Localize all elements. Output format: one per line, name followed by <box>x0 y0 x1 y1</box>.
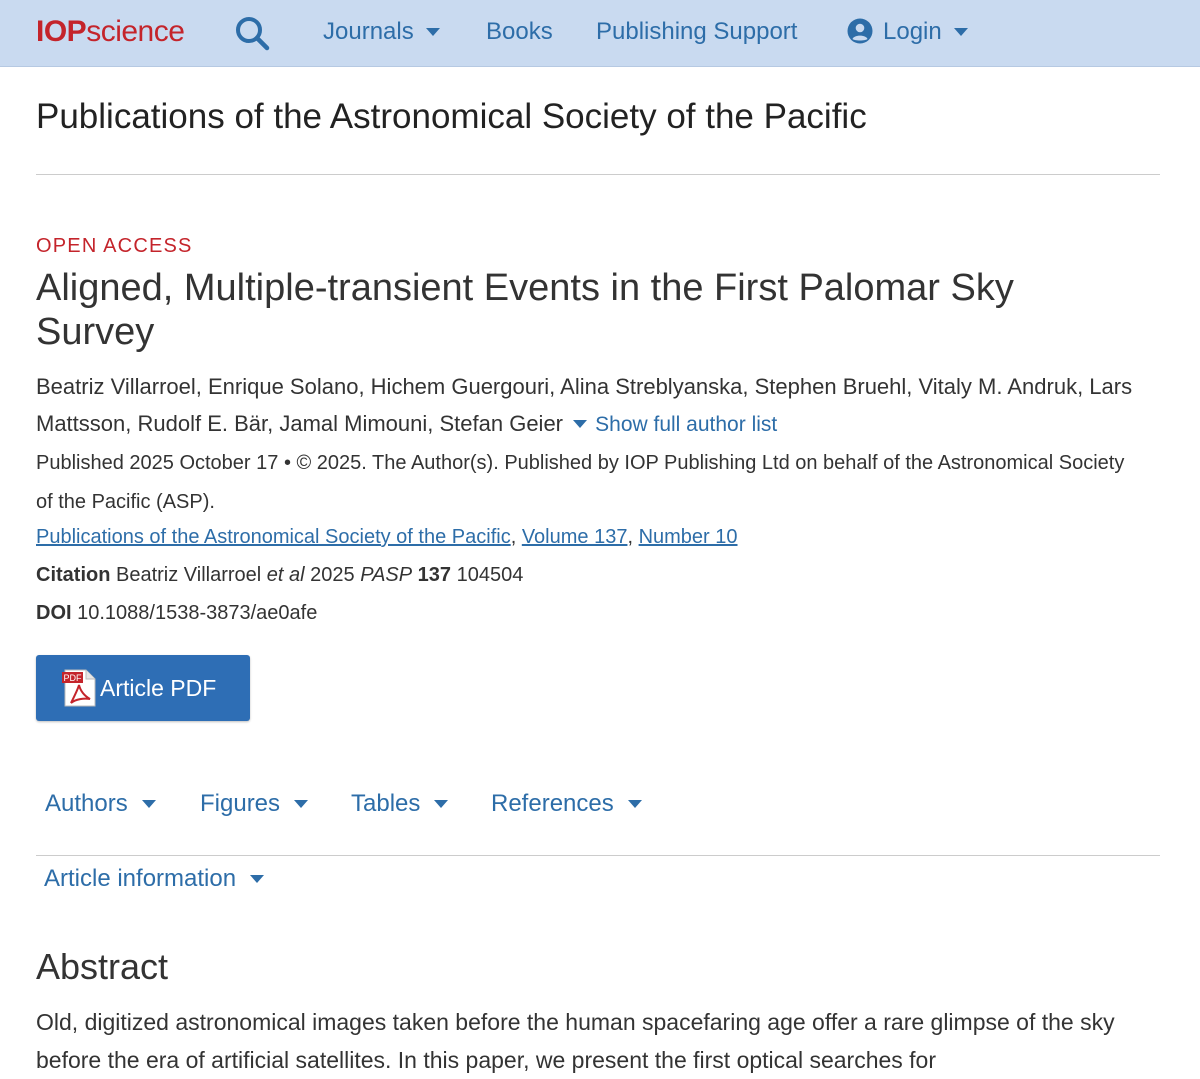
nav-login[interactable] <box>847 16 968 48</box>
tab-article-information-label: Article information <box>44 865 237 892</box>
tab-authors-label: Authors <box>45 790 128 817</box>
show-full-author-list-link[interactable] <box>569 413 777 436</box>
logo-iop-text: IOP <box>36 15 87 48</box>
article-pdf-button[interactable] <box>36 655 250 721</box>
journal-links <box>36 522 738 552</box>
nav-publishing-support[interactable] <box>596 16 797 48</box>
issue-link[interactable]: Number 10 <box>638 526 738 548</box>
journal-link[interactable]: Publications of the Astronomical Society of the Pacific <box>36 526 511 548</box>
doi-label: DOI <box>36 602 72 624</box>
citation <box>36 561 523 589</box>
chevron-down-icon <box>954 28 968 36</box>
tab-authors[interactable] <box>45 788 156 820</box>
pdf-icon-text: PDF <box>63 673 82 683</box>
abstract-heading: Abstract <box>36 946 169 987</box>
divider <box>36 855 1160 856</box>
open-access-label: OPEN ACCESS <box>36 235 193 257</box>
chevron-down-icon <box>628 800 642 808</box>
chevron-down-icon <box>250 875 264 883</box>
chevron-down-icon <box>294 800 308 808</box>
citation-etal: et al <box>266 564 305 586</box>
chevron-down-icon <box>142 800 156 808</box>
nav-books-label: Books <box>486 18 553 45</box>
tab-tables[interactable] <box>351 788 448 820</box>
citation-year: 2025 <box>304 564 361 586</box>
pdf-icon <box>62 669 96 707</box>
article-pdf-label: Article PDF <box>100 675 217 701</box>
author-list <box>36 368 1176 443</box>
tab-article-information[interactable] <box>44 863 264 895</box>
journal-title: Publications of the Astronomical Society of the Pacific <box>36 97 867 136</box>
citation-volume: 137 <box>412 564 452 586</box>
abstract-text: Old, digitized astronomical images taken before the human spacefaring age offer a rare glimpse of the sky before the era of artificial satellites. In this paper, we present the first optical searches for <box>36 1009 1115 1073</box>
user-icon <box>847 18 873 44</box>
nav-journals[interactable] <box>323 16 440 48</box>
nav-books[interactable] <box>486 16 553 48</box>
chevron-down-icon <box>434 800 448 808</box>
citation-journal: PASP <box>360 564 413 586</box>
citation-label: Citation <box>36 564 111 586</box>
doi <box>36 599 317 627</box>
chevron-down-icon <box>573 420 587 428</box>
nav-journals-label: Journals <box>323 18 414 45</box>
chevron-down-icon <box>426 28 440 36</box>
tab-references-label: References <box>491 790 614 817</box>
tab-figures-label: Figures <box>200 790 281 817</box>
article-title: Aligned, Multiple-transient Events in the First Palomar Sky Survey <box>36 267 1014 353</box>
link-separator: , <box>627 526 639 548</box>
citation-article-number: 104504 <box>451 564 524 586</box>
tab-figures[interactable] <box>200 788 308 820</box>
show-full-author-list-label: Show full author list <box>595 413 778 436</box>
search-icon[interactable] <box>234 15 270 51</box>
publication-info: Published 2025 October 17 • © 2025. The Author(s). Published by IOP Publishing Ltd on behalf of the Astronomical Society of the Pacific (ASP). <box>36 452 1125 513</box>
authors-text: Beatriz Villarroel, Enrique Solano, Hichem Guergouri, Alina Streblyanska, Stephen Bruehl, Vitaly M. Andruk, Lars Mattsson, Rudolf E. Bär, Jamal Mimouni, Stefan Geier <box>36 374 1133 436</box>
doi-value: 10.1088/1538-3873/ae0afe <box>71 602 318 624</box>
link-separator: , <box>510 526 522 548</box>
citation-author: Beatriz Villarroel <box>110 564 267 586</box>
logo-science-text: science <box>86 15 185 48</box>
divider <box>36 174 1160 175</box>
tab-tables-label: Tables <box>351 790 421 817</box>
top-navigation-bar <box>0 0 1200 67</box>
iopscience-logo[interactable] <box>36 14 184 50</box>
nav-publishing-support-label: Publishing Support <box>596 18 798 45</box>
volume-link[interactable]: Volume 137 <box>521 526 628 548</box>
tab-references[interactable] <box>491 788 642 820</box>
nav-login-label: Login <box>883 18 942 45</box>
